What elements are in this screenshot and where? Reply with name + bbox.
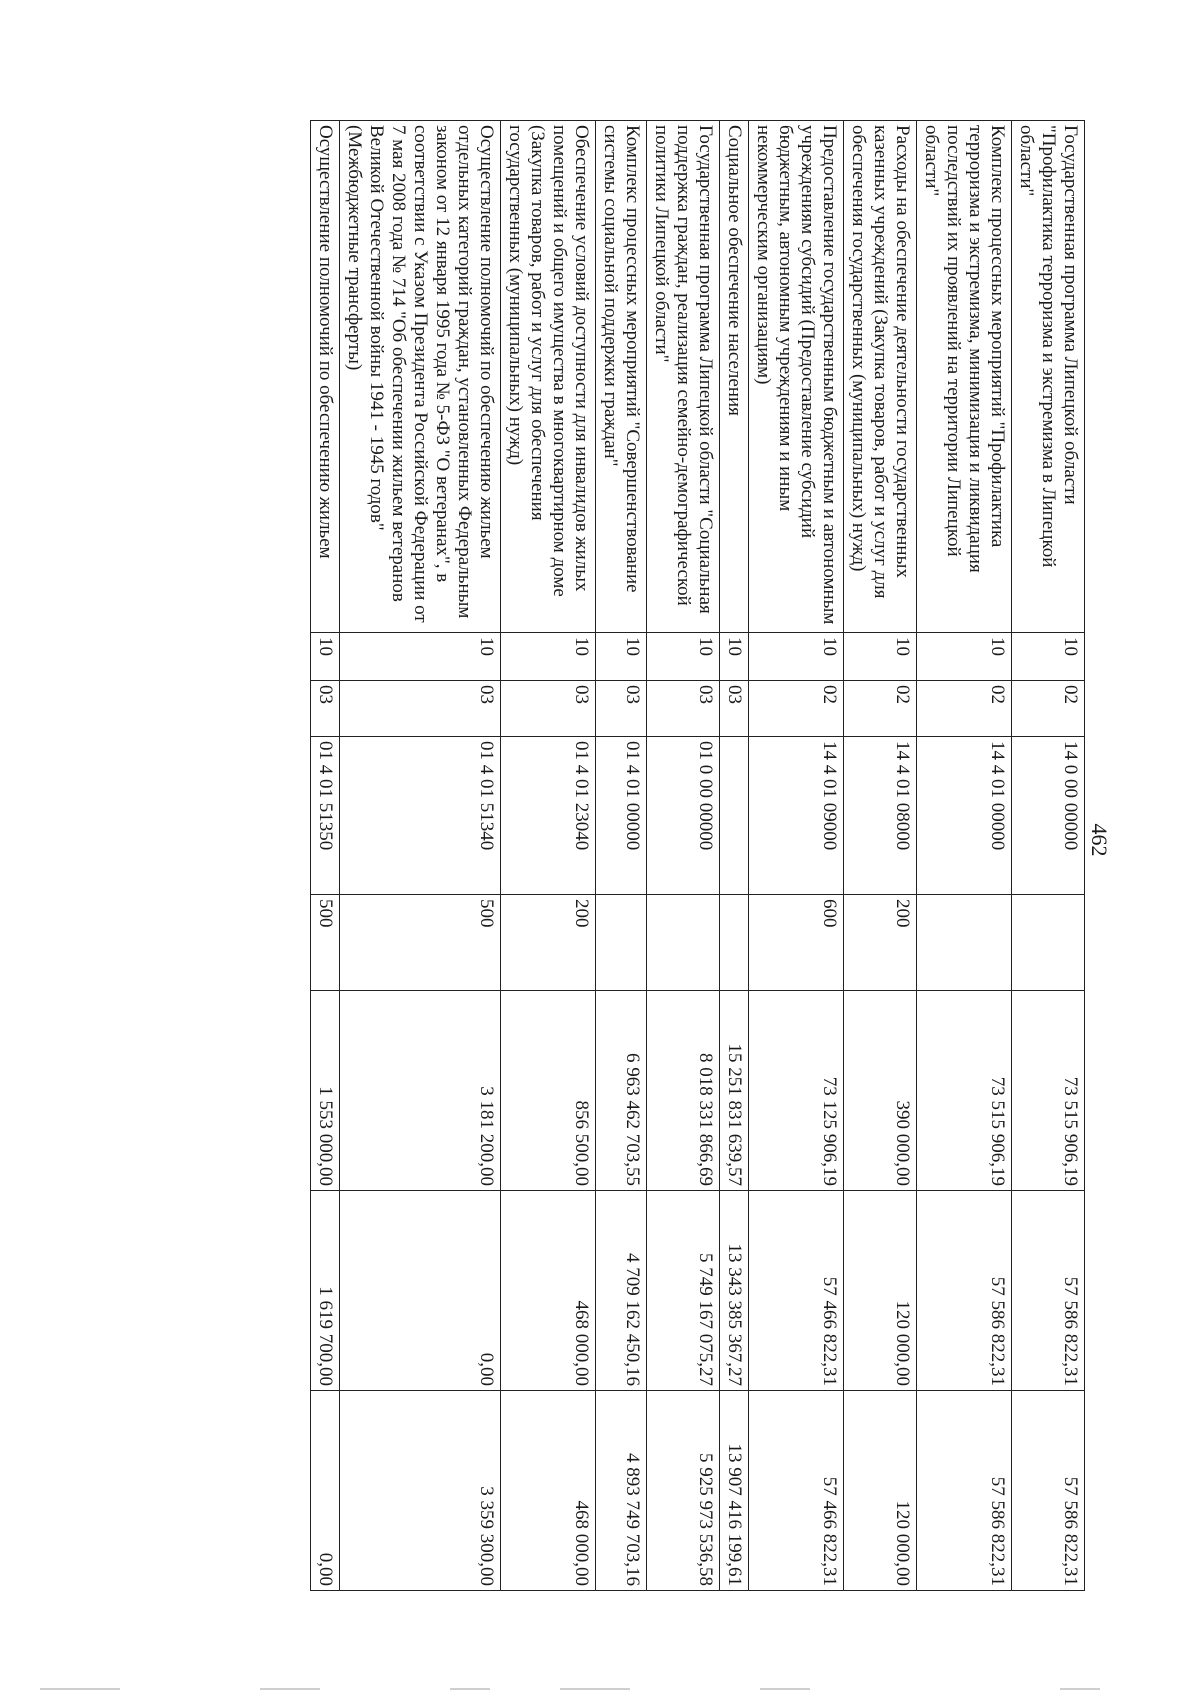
cell-name: Расходы на обеспечение деятельности государственных казенных учреждений (Закупка товаров, работ и услуг для обеспечения государственных (муниципальных) нужд) [844, 121, 917, 633]
cell-section: 10 [844, 633, 917, 681]
cell-amount-year2: 13 343 385 367,27 [720, 1191, 749, 1391]
cell-amount-year2: 1 619 700,00 [311, 1191, 340, 1391]
cell-amount-year3: 57 586 822,31 [917, 1391, 1012, 1591]
cell-amount-year2: 468 000,00 [501, 1191, 596, 1391]
cell-subsection: 03 [720, 681, 749, 737]
cell-target-article: 14 4 01 09000 [749, 737, 844, 895]
cell-amount-year3: 57 586 822,31 [1012, 1391, 1085, 1591]
cell-target-article: 01 4 01 00000 [596, 737, 647, 895]
cell-subsection: 03 [596, 681, 647, 737]
table-row [501, 121, 596, 1591]
cell-target-article: 01 4 01 51350 [311, 737, 340, 895]
table-row [596, 121, 647, 1591]
cell-expense-type: 500 [311, 895, 340, 991]
cell-section: 10 [501, 633, 596, 681]
cell-name: Предоставление государственным бюджетным и автономным учреждениям субсидий (Предоставление субсидий бюджетным, автономным учреждениям и иным некоммерческим организациям) [749, 121, 844, 633]
cell-name: Социальное обеспечение населения [720, 121, 749, 633]
cell-expense-type [596, 895, 647, 991]
cell-name: Осуществление полномочий по обеспечению жильем [311, 121, 340, 633]
cell-amount-year3: 13 907 416 199,61 [720, 1391, 749, 1591]
cell-name: Осуществление полномочий по обеспечению жильем отдельных категорий граждан, установленных Федеральным законом от 12 января 1995 года № 5-ФЗ "О ветеранах", в соответствии с Указом Президента Российской Федерации от 7 мая 2008 года № 714 "Об обеспечении жильем ветеранов Великой Отечественной войны 1941 - 1945 годов" (Межбюджетные трансферты) [340, 121, 501, 633]
cell-expense-type: 200 [501, 895, 596, 991]
cell-amount-year1: 6 963 462 703,55 [596, 991, 647, 1191]
cell-name: Обеспечение условий доступности для инвалидов жилых помещений и общего имущества в многоквартирном доме (Закупка товаров, работ и услуг для обеспечения государственных (муниципальных) нужд) [501, 121, 596, 633]
cell-subsection: 02 [1012, 681, 1085, 737]
cell-target-article: 14 0 00 00000 [1012, 737, 1085, 895]
cell-target-article [720, 737, 749, 895]
cell-amount-year3: 120 000,00 [844, 1391, 917, 1591]
table-row [844, 121, 917, 1591]
cell-section: 10 [749, 633, 844, 681]
cell-section: 10 [596, 633, 647, 681]
scan-artifacts [0, 1688, 1200, 1691]
cell-amount-year2: 4 709 162 450,16 [596, 1191, 647, 1391]
cell-amount-year1: 73 515 906,19 [917, 991, 1012, 1191]
cell-amount-year2: 120 000,00 [844, 1191, 917, 1391]
cell-subsection: 02 [749, 681, 844, 737]
cell-amount-year1: 1 553 000,00 [311, 991, 340, 1191]
cell-target-article: 01 4 01 23040 [501, 737, 596, 895]
cell-name: Комплекс процессных мероприятий "Профилактика терроризма и экстремизма, минимизация и ликвидация последствий их проявлений на территории Липецкой области" [917, 121, 1012, 633]
cell-expense-type: 500 [340, 895, 501, 991]
cell-amount-year2: 5 749 167 075,27 [647, 1191, 720, 1391]
cell-amount-year3: 4 893 749 703,16 [596, 1391, 647, 1591]
table-body [311, 121, 1085, 1591]
cell-amount-year2: 57 586 822,31 [917, 1191, 1012, 1391]
table-row [749, 121, 844, 1591]
cell-expense-type [647, 895, 720, 991]
budget-table [310, 120, 1085, 1591]
cell-expense-type: 200 [844, 895, 917, 991]
cell-amount-year1: 73 515 906,19 [1012, 991, 1085, 1191]
table-row [647, 121, 720, 1591]
cell-expense-type [720, 895, 749, 991]
cell-section: 10 [720, 633, 749, 681]
rotated-table-container [105, 120, 1085, 1590]
cell-expense-type: 600 [749, 895, 844, 991]
cell-section: 10 [917, 633, 1012, 681]
cell-subsection: 03 [501, 681, 596, 737]
table-row [917, 121, 1012, 1591]
cell-amount-year3: 468 000,00 [501, 1391, 596, 1591]
cell-section: 10 [340, 633, 501, 681]
cell-amount-year2: 57 466 822,31 [749, 1191, 844, 1391]
cell-amount-year2: 0,00 [340, 1191, 501, 1391]
cell-section: 10 [1012, 633, 1085, 681]
cell-subsection: 02 [844, 681, 917, 737]
cell-subsection: 02 [917, 681, 1012, 737]
page-number: 462 [1087, 823, 1112, 857]
cell-amount-year3: 0,00 [311, 1391, 340, 1591]
cell-amount-year1: 856 500,00 [501, 991, 596, 1191]
cell-target-article: 14 4 01 00000 [917, 737, 1012, 895]
cell-expense-type [917, 895, 1012, 991]
cell-amount-year1: 73 125 906,19 [749, 991, 844, 1191]
table-row [1012, 121, 1085, 1591]
cell-amount-year3: 5 925 973 536,58 [647, 1391, 720, 1591]
cell-amount-year2: 57 586 822,31 [1012, 1191, 1085, 1391]
cell-section: 10 [311, 633, 340, 681]
cell-target-article: 14 4 01 08000 [844, 737, 917, 895]
table-row [720, 121, 749, 1591]
cell-amount-year1: 390 000,00 [844, 991, 917, 1191]
cell-amount-year3: 3 359 300,00 [340, 1391, 501, 1591]
cell-target-article: 01 4 01 51340 [340, 737, 501, 895]
cell-subsection: 03 [340, 681, 501, 737]
cell-amount-year1: 3 181 200,00 [340, 991, 501, 1191]
cell-amount-year3: 57 466 822,31 [749, 1391, 844, 1591]
cell-amount-year1: 15 251 831 639,57 [720, 991, 749, 1191]
cell-subsection: 03 [311, 681, 340, 737]
table-row [340, 121, 501, 1591]
cell-name: Государственная программа Липецкой области "Профилактика терроризма и экстремизма в Липецкой области" [1012, 121, 1085, 633]
cell-name: Государственная программа Липецкой области "Социальная поддержка граждан, реализация семейно-демографической политики Липецкой области" [647, 121, 720, 633]
cell-target-article: 01 0 00 00000 [647, 737, 720, 895]
cell-expense-type [1012, 895, 1085, 991]
cell-section: 10 [647, 633, 720, 681]
cell-subsection: 03 [647, 681, 720, 737]
cell-name: Комплекс процессных мероприятий "Совершенствование системы социальной поддержки граждан" [596, 121, 647, 633]
cell-amount-year1: 8 018 331 866,69 [647, 991, 720, 1191]
table-row [311, 121, 340, 1591]
